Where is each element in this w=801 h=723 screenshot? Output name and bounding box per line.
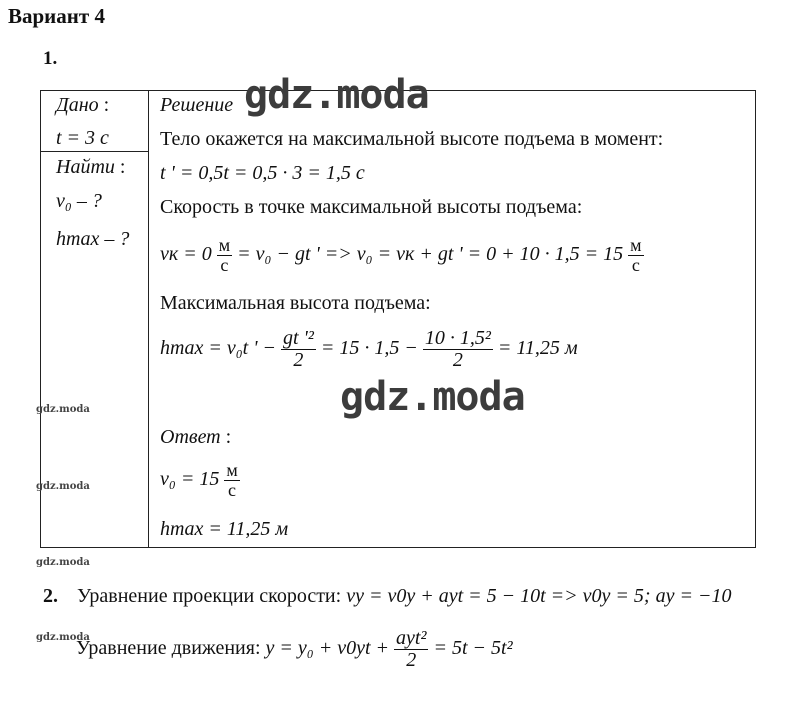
- table-horizontal-divider: [40, 151, 149, 152]
- given-value: t = 3 с: [56, 127, 109, 149]
- solution-line-3: Максимальная высота подъема:: [160, 292, 431, 314]
- height-fraction-1-denominator: 2: [281, 349, 316, 371]
- answer-v0: [160, 461, 240, 500]
- equation-time: t ' = 0,5t = 0,5 · 3 = 1,5 с: [160, 162, 365, 184]
- motion-equation-right: = 5t − 5t²: [433, 637, 513, 660]
- motion-equation-label: Уравнение движения:: [76, 637, 261, 660]
- height-fraction-2-numerator: 10 · 1,5²: [424, 327, 491, 349]
- equation-height-left: hmax = v₀t ' −: [160, 337, 276, 360]
- watermark-small: gdz.moda: [36, 481, 90, 492]
- unit-denominator: с: [224, 480, 239, 500]
- equation-height: [160, 328, 578, 371]
- given-label: Дано: [56, 94, 99, 116]
- answer-colon: :: [225, 426, 232, 448]
- given-label-row: [56, 94, 109, 117]
- motion-fraction-numerator: ayt²: [396, 627, 427, 649]
- unit-denominator: с: [217, 255, 232, 275]
- motion-fraction-denominator: 2: [394, 649, 428, 671]
- find-v0: v₀ – ?: [56, 190, 102, 212]
- height-fraction-2-denominator: 2: [423, 349, 493, 371]
- watermark-large: gdz.moda: [340, 374, 525, 420]
- velocity-projection-label: Уравнение проекции скорости:: [77, 585, 342, 607]
- equation-velocity: [160, 236, 644, 275]
- equation-height-mid: = 15 · 1,5 −: [320, 337, 418, 360]
- answer-label-row: [160, 426, 231, 449]
- unit-numerator: м: [218, 235, 231, 255]
- velocity-projection-equation: vy = v0y + ayt = 5 − 10t => v0y = 5; ay = −10: [346, 585, 732, 607]
- task-2-number: 2.: [43, 585, 58, 607]
- watermark-small: gdz.moda: [36, 557, 90, 568]
- answer-v0-unit: [224, 461, 239, 500]
- answer-v0-value: v₀ = 15: [160, 467, 220, 490]
- height-fraction-2: [423, 328, 493, 371]
- unit-numerator: м: [630, 235, 642, 255]
- find-colon: :: [119, 156, 126, 178]
- equation-velocity-left: vк = 0: [160, 242, 212, 265]
- velocity-unit-fraction: [217, 236, 232, 275]
- task-2-line-2: [76, 628, 513, 671]
- watermark-small: gdz.moda: [36, 404, 90, 415]
- table-vertical-divider: [148, 90, 149, 548]
- watermark-large: gdz.moda: [244, 72, 429, 118]
- find-hmax: hmax – ?: [56, 228, 130, 250]
- equation-velocity-mid: = v₀ − gt ' => v₀ = vк + gt ' = 0 + 10 · 1,5 = 15: [237, 242, 624, 265]
- solution-line-2: Скорость в точке максимальной высоты подъема:: [160, 196, 583, 218]
- solution-line-1: Тело окажется на максимальной высоте подъема в момент:: [160, 128, 664, 150]
- equation-height-right: = 11,25 м: [497, 337, 578, 360]
- find-label: Найти: [56, 156, 115, 178]
- find-label-row: [56, 156, 125, 179]
- height-fraction-1-numerator: gt '²: [282, 327, 314, 349]
- unit-denominator: с: [628, 255, 643, 275]
- motion-equation-fraction: [394, 628, 428, 671]
- task-1-number: 1.: [43, 48, 58, 69]
- task-2-line-1: [43, 585, 731, 608]
- variant-title: Вариант 4: [8, 4, 105, 28]
- watermark-small: gdz.moda: [36, 632, 90, 643]
- solution-label: Решение: [160, 94, 234, 116]
- unit-numerator: м: [226, 460, 238, 480]
- motion-equation-left: y = y₀ + v0yt +: [265, 637, 390, 660]
- velocity-result-unit-fraction: [628, 236, 643, 275]
- answer-label: Ответ: [160, 426, 221, 448]
- given-colon: :: [103, 94, 110, 116]
- height-fraction-1: [281, 328, 316, 371]
- answer-hmax: hmax = 11,25 м: [160, 518, 289, 540]
